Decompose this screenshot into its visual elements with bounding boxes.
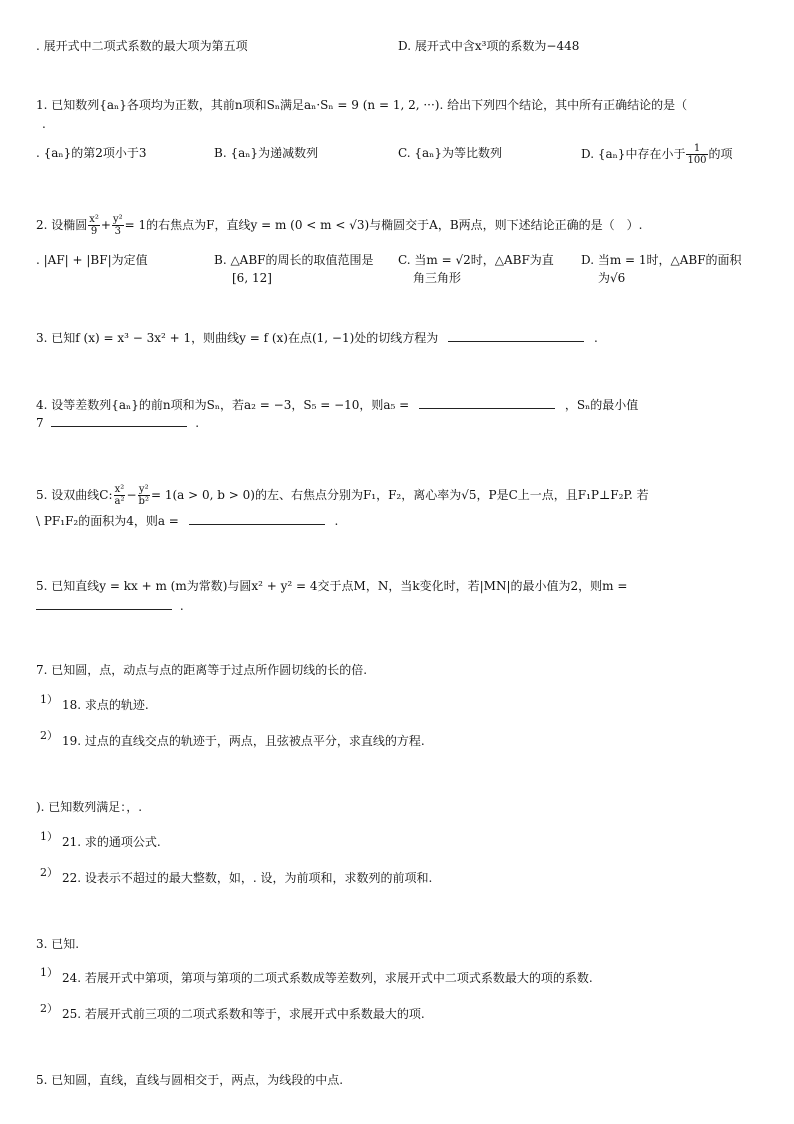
- q2-plus: +: [100, 218, 111, 232]
- q9-sub1-mark: 1）: [40, 966, 58, 979]
- q1-option-d-pre: D. {aₙ}中存在小于: [581, 147, 686, 161]
- q4-answer-blank-2[interactable]: [51, 414, 187, 427]
- q1-option-d: [581, 142, 733, 166]
- q2-stem-post: = 1的右焦点为F，直线y = m (0 < m < √3)与椭圆交于A，B两点，则下述结论正确的是（ ）.: [124, 218, 643, 232]
- q6-line2: [36, 597, 184, 614]
- q9-sub1: 24. 若展开式中第项，第项与第项的二项式系数成等差数列，求展开式中二项式系数最大的项的系数.: [62, 971, 593, 985]
- q7-stem: 7. 已知圆，点，动点与点的距离等于过点所作圆切线的长的倍.: [36, 663, 368, 677]
- q2-option-c-line2: 角三角形: [413, 271, 462, 285]
- q5-line2-text: \ PF₁F₂的面积为4，则a =: [36, 514, 179, 528]
- q8-sub2: 22. 设表示不超过的最大整数，如，. 设，为前项和，求数列的前项和.: [62, 871, 433, 885]
- q4-mid: ，Sₙ的最小值: [564, 398, 639, 412]
- q2-fraction-1: $\frac{\text{x²}}{9}$: [89, 214, 99, 237]
- q3-line: [36, 329, 598, 346]
- q7-sub1: 18. 求点的轨迹.: [62, 698, 149, 712]
- q2-option-c-line1: C. 当m = √2时，△ABF为直: [398, 253, 554, 267]
- q5-answer-blank[interactable]: [189, 512, 325, 525]
- q1-option-c: C. {aₙ}为等比数列: [398, 146, 502, 160]
- q9-stem: 3. 已知.: [36, 937, 80, 951]
- q8-sub1: 21. 求的通项公式.: [62, 835, 161, 849]
- q5-fraction-1: $\frac{\text{x²}}{\text{a²}}$: [114, 484, 125, 507]
- q2-stem: [36, 212, 642, 238]
- q1-option-d-fraction: $\frac{1}{100}$: [687, 143, 707, 166]
- q1-stem-cont: .: [42, 117, 46, 131]
- q4-line2-prefix: 7: [36, 416, 44, 430]
- q2-stem-pre: 2. 设椭圆: [36, 218, 88, 232]
- q2-fraction-2: $\frac{\text{y²}}{3}$: [112, 214, 123, 237]
- q7-sub2: 19. 过点的直线交点的轨迹于，两点，且弦被点平分，求直线的方程.: [62, 734, 425, 748]
- q6-line1: 5. 已知直线y = kx + m (m为常数)与圆x² + y² = 4交于点M，N，当k变化时，若|MN|的最小值为2，则m =: [36, 579, 628, 593]
- q1-option-d-post: 的项: [708, 147, 733, 161]
- q9-sub2: 25. 若展开式前三项的二项式系数和等于，求展开式中系数最大的项.: [62, 1007, 425, 1021]
- q7-sub1-mark: 1）: [40, 693, 58, 706]
- q8-sub1-mark: 1）: [40, 830, 58, 843]
- q4-end: .: [195, 416, 200, 430]
- q4-line1: [36, 396, 638, 413]
- q3-text: 3. 已知f (x) = x³ − 3x² + 1，则曲线y = f (x)在点(1, −1)处的切线方程为: [36, 331, 439, 345]
- q8-sub2-mark: 2）: [40, 866, 58, 879]
- q2-option-b-line1: B. △ABF的周长的取值范围是: [214, 253, 374, 267]
- q2-option-b-line2: [6, 12]: [232, 271, 272, 285]
- q2-option-a: . |AF| + |BF|为定值: [36, 253, 148, 267]
- q6-answer-blank[interactable]: [36, 597, 172, 610]
- q5-fraction-2: $\frac{\text{y²}}{\text{b²}}$: [138, 484, 149, 507]
- q1-option-a: . {aₙ}的第2项小于3: [36, 146, 147, 160]
- q9-sub2-mark: 2）: [40, 1002, 58, 1015]
- q8-stem: ). 已知数列满足：，.: [36, 800, 143, 814]
- q4-answer-blank-1[interactable]: [419, 396, 555, 409]
- q5-line2: [36, 512, 338, 529]
- option-c-top: . 展开式中二项式系数的最大项为第五项: [36, 39, 248, 53]
- q5-pre: 5. 设双曲线C:: [36, 488, 113, 502]
- q2-option-d-line2: 为√6: [598, 271, 626, 285]
- q5-minus: −: [126, 488, 137, 502]
- q5-line1: [36, 482, 649, 508]
- q5-post: = 1(a > 0, b > 0)的左、右焦点分别为F₁，F₂，离心率为√5，P是C上一点，且F₁P⊥F₂P. 若: [150, 488, 649, 502]
- q3-end: .: [593, 331, 598, 345]
- option-d-top: D. 展开式中含x³项的系数为−448: [398, 39, 580, 53]
- q2-option-d-line1: D. 当m = 1时，△ABF的面积: [581, 253, 742, 267]
- q7-sub2-mark: 2）: [40, 729, 58, 742]
- q6-end: .: [179, 599, 184, 613]
- q4-text: 4. 设等差数列{aₙ}的前n项和为Sₙ，若a₂ = −3，S₅ = −10，则a₅ =: [36, 398, 410, 412]
- q3-answer-blank[interactable]: [448, 329, 584, 342]
- q10-stem: 5. 已知圆，直线，直线与圆相交于，两点，为线段的中点.: [36, 1073, 344, 1087]
- q1-option-b: B. {aₙ}为递减数列: [214, 146, 319, 160]
- q4-line2: [36, 414, 199, 431]
- q1-stem: 1. 已知数列{aₙ}各项均为正数，其前n项和Sₙ满足aₙ·Sₙ = 9 (n = 1, 2, ···). 给出下列四个结论，其中所有正确结论的是（: [36, 98, 688, 112]
- q5-end: .: [334, 514, 339, 528]
